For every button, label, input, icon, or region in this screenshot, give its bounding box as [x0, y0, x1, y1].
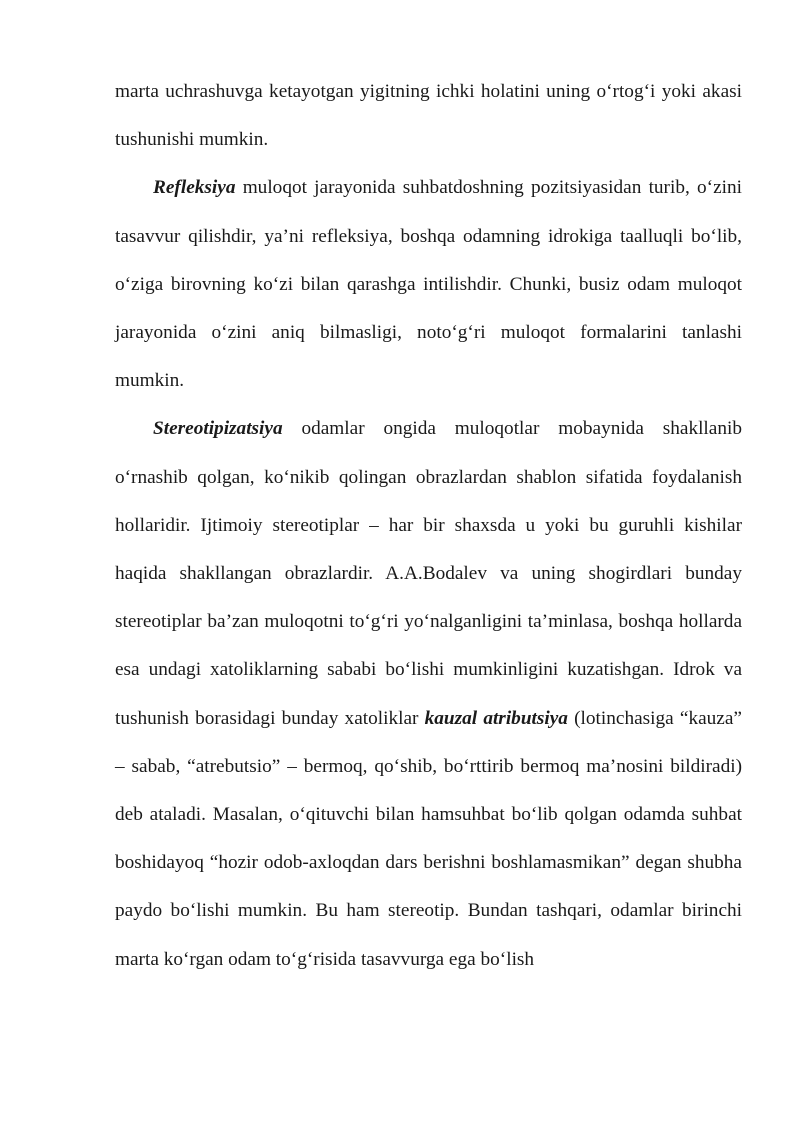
paragraph-text: muloqot jarayonida suhbatdoshning pozitsiyasidan turib, o‘zini tasavvur qilishdir, ya’ni refleksiya, boshqa odamning idrokiga taalluqli bo‘lib, o‘ziga birovning ko‘zi bilan qarashga intilishdir. Chunki, busiz odam muloqot jarayonida o‘zini aniq bilmasligi, noto‘g‘ri muloqot formalarini tanlashi mumkin.: [115, 177, 742, 392]
paragraph: [115, 68, 742, 164]
paragraph-text: (lotinchasiga “kauza” – sabab, “atrebutsio” – bermoq, qo‘shib, bo‘rttirib bermoq ma’nosini bildiradi) deb ataladi. Masalan, o‘qituvchi bilan hamsuhbat bo‘lib qolgan odamda suhbat boshidayoq “hozir odob-axloqdan dars berishni boshlamasmikan” degan shubha paydo bo‘lishi mumkin. Bu ham stereotip. Bundan tashqari, odamlar birinchi marta ko‘rgan odam to‘g‘risida tasavvurga ega bo‘lish: [115, 707, 742, 970]
document-page: [115, 68, 742, 984]
paragraph-stereotipizatsiya: [115, 405, 742, 983]
term-stereotipizatsiya: Stereotipizatsiya: [153, 418, 283, 440]
paragraph-text: odamlar ongida muloqotlar mobaynida shakllanib o‘rnashib qolgan, ko‘nikib qolingan obrazlardan shablon sifatida foydalanish hollaridir. Ijtimoiy stereotiplar – har bir shaxsda u yoki bu guruhli kishilar haqida shakllangan obrazlardir. A.A.Bodalev va uning shogirdlari bunday stereotiplar ba’zan muloqotni to‘g‘ri yo‘nalganligini ta’minlasa, boshqa hollarda esa undagi xatoliklarning sababi bo‘lishi mumkinligini kuzatishgan. Idrok va tushunish borasidagi bunday xatoliklar: [115, 418, 742, 729]
term-refleksiya: Refleksiya: [153, 177, 236, 199]
paragraph-text: marta uchrashuvga ketayotgan yigitning ichki holatini uning o‘rtog‘i yoki akasi tushunishi mumkin.: [115, 81, 742, 151]
term-kauzal-atributsiya: kauzal atributsiya: [424, 707, 568, 729]
paragraph-refleksiya: [115, 164, 742, 405]
